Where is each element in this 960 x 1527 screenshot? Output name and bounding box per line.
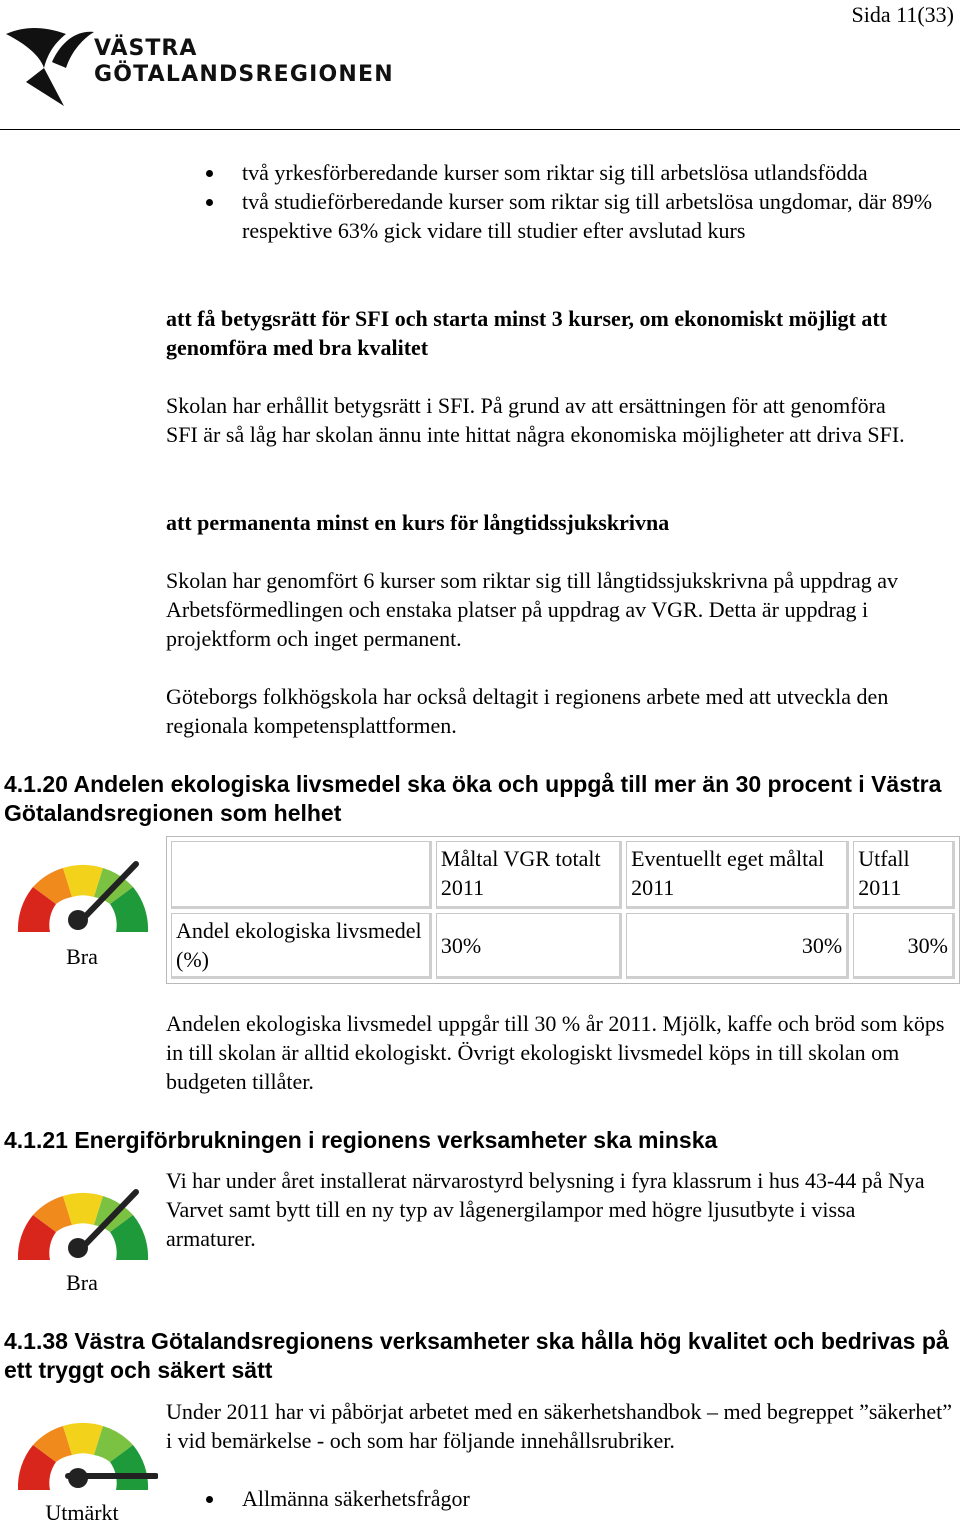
list-item — [200, 158, 950, 187]
section-4-1-38-text: Under 2011 har vi påbörjat arbetet med en säkerhetshandbok – med begreppet ”säkerhet” i vid bemärkelse - och som har följande innehållsrubriker. — [166, 1399, 952, 1453]
table-header-row — [171, 841, 955, 909]
section-4-1-21-text: Vi har under året installerat närvarostyrd belysning i fyra klassrum i hus 43-44 på Nya Varvet samt bytt till en ny typ av lågenergilampor med högre ljusutbyte i vissa armaturer. — [166, 1168, 925, 1251]
kpi-table — [166, 836, 960, 984]
gauge-label: Bra — [66, 1270, 98, 1295]
list-item-text: två yrkesförberedande kurser som riktar sig till arbetslösa utlandsfödda — [242, 160, 868, 185]
table-header-cell: Utfall 2011 — [853, 841, 955, 909]
page-number: Sida 11(33) — [851, 2, 954, 27]
header-divider — [0, 129, 960, 130]
list-item — [200, 1484, 950, 1513]
long-term-text-1: Skolan har genomfört 6 kurser som riktar sig till långtidssjukskrivna på uppdrag av Arbetsförmedlingen och enstaka platser på uppdrag av VGR. Detta är uppdrag i projektform och inget permanent. — [166, 568, 898, 651]
section-4-1-20-text: Andelen ekologiska livsmedel uppgår till 30 % år 2011. Mjölk, kaffe och bröd som köps in till skolan är alltid ekologiskt. Övrigt ekologiskt livsmedel köps in till skolan om budgeten tillåter. — [166, 1011, 945, 1094]
long-term-text-2: Göteborgs folkhögskola har också deltagit i regionens arbete med att utveckla den regionala kompetensplattformen. — [166, 684, 889, 738]
list-item-text: Allmänna säkerhetsfrågor — [242, 1486, 470, 1511]
gauge-icon — [8, 1170, 158, 1270]
logo-line1: VÄSTRA — [94, 36, 198, 61]
gauge-icon — [8, 1400, 158, 1500]
logo-text — [94, 36, 394, 88]
bullet-icon — [206, 170, 213, 177]
table-cell: 30% — [853, 913, 955, 979]
logo-line2: GÖTALANDSREGIONEN — [94, 62, 394, 87]
table-header-cell: Måltal VGR totalt 2011 — [436, 841, 622, 909]
section-heading-4-1-38: 4.1.38 Västra Götalandsregionens verksamheter ska hålla hög kvalitet och bedrivas på ett tryggt och säkert sätt — [4, 1328, 949, 1383]
table-cell: 30% — [436, 913, 622, 979]
bullet-list-top — [200, 158, 950, 245]
bullet-icon — [206, 1496, 213, 1503]
table-header-cell — [171, 841, 432, 909]
gauge-label: Utmärkt — [45, 1500, 119, 1525]
bullet-list-bottom — [200, 1484, 950, 1513]
sfi-heading: att få betygsrätt för SFI och starta minst 3 kurser, om ekonomiskt möjligt att genomföra med bra kvalitet — [166, 306, 888, 360]
table-cell: Andel ekologiska livsmedel (%) — [171, 913, 432, 979]
section-heading-4-1-21: 4.1.21 Energiförbrukningen i regionens verksamheter ska minska — [4, 1127, 718, 1153]
bullet-icon — [206, 199, 213, 206]
gauge-label: Bra — [66, 944, 98, 969]
table-header-cell: Eventuellt eget måltal 2011 — [626, 841, 849, 909]
table-row — [171, 913, 955, 979]
gauge-icon — [8, 842, 158, 942]
section-heading-4-1-20: 4.1.20 Andelen ekologiska livsmedel ska öka och uppgå till mer än 30 procent i Västra Götalandsregionen som helhet — [4, 771, 942, 826]
long-term-heading: att permanenta minst en kurs för långtidssjukskrivna — [166, 510, 670, 535]
list-item — [200, 187, 950, 245]
sfi-text: Skolan har erhållit betygsrätt i SFI. På grund av att ersättningen för att genomföra SFI är så låg har skolan ännu inte hittat några ekonomiska möjligheter att driva SFI. — [166, 393, 905, 447]
table-cell: 30% — [626, 913, 849, 979]
list-item-text: två studieförberedande kurser som riktar sig till arbetslösa ungdomar, där 89% respektive 63% gick vidare till studier efter avslutad kurs — [242, 189, 933, 243]
